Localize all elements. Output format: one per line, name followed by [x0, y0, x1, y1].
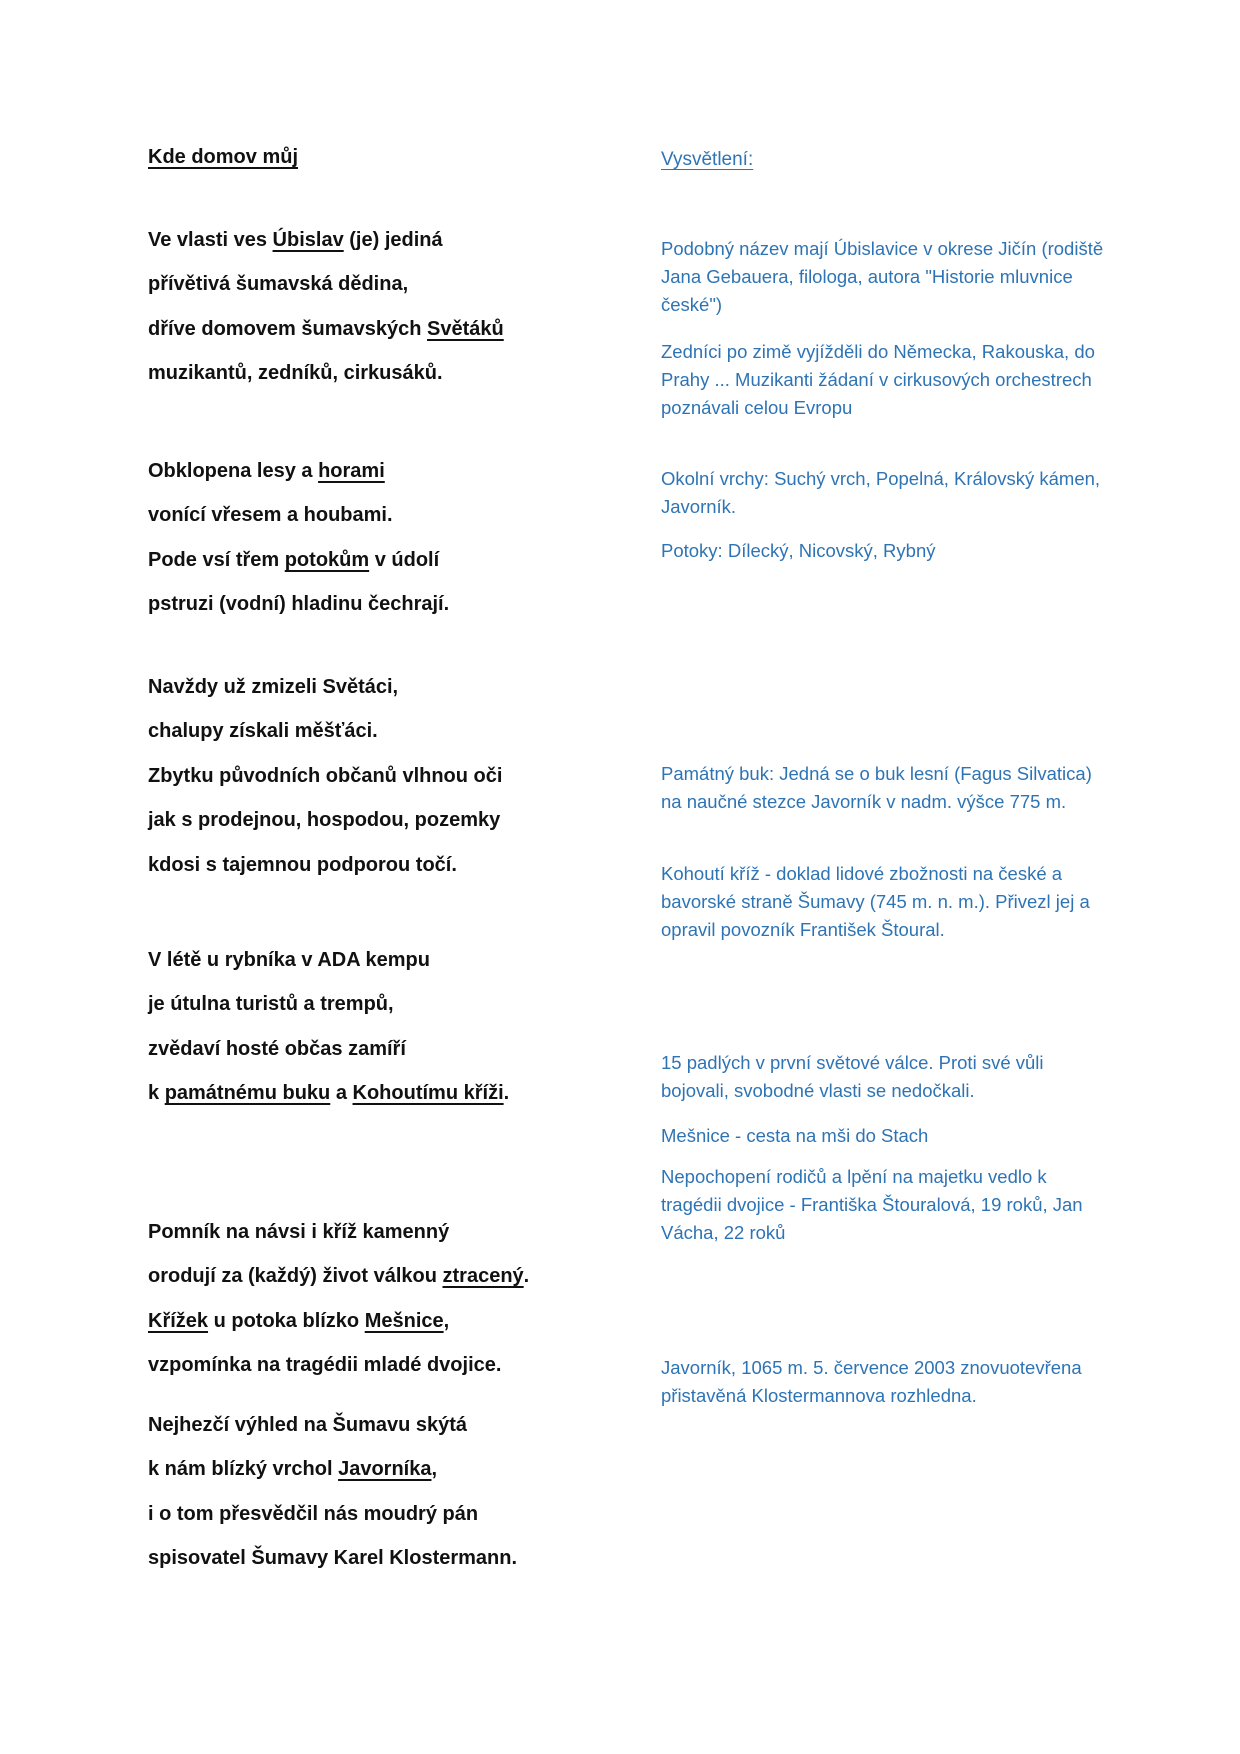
poem-line: Nejhezčí výhled na Šumavu skýtá [148, 1414, 468, 1436]
poem-line: Obklopena lesy a horami [148, 460, 385, 482]
poem-line: Pomník na návsi i kříž kamenný [148, 1221, 450, 1243]
poem-line: chalupy získali měšťáci. [148, 720, 378, 743]
poem-line: V létě u rybníka v ADA kempu [148, 949, 430, 971]
poem-line: přívětivá šumavská dědina, [148, 273, 409, 296]
poem-line: vzpomínka na tragédii mladé dvojice. [148, 1354, 502, 1377]
glossed-term: Javorníka [338, 1458, 432, 1481]
poem-line: je útulna turistů a trempů, [148, 993, 394, 1016]
notes-title: Vysvětlení: [661, 149, 754, 170]
explanation-note: 15 padlých v první světové válce. Proti své vůli bojovali, svobodné vlasti se nedočkali. [661, 1052, 1044, 1101]
explanation-note: Kohoutí kříž - doklad lidové zbožnosti na české a bavorské straně Šumavy (745 m. n. m.). Přivezl jej a opravil povozník František Štoural. [661, 863, 1090, 940]
poem-line: spisovatel Šumavy Karel Klostermann. [148, 1547, 518, 1570]
glossed-term: Kohoutímu kříži [352, 1082, 504, 1105]
glossed-term: ztracený [442, 1265, 524, 1288]
glossed-term: památnému buku [164, 1082, 331, 1105]
poem-line: muzikantů, zedníků, cirkusáků. [148, 362, 443, 385]
glossed-term: Úbislav [272, 229, 344, 251]
poem-line: k nám blízký vrchol Javorníka, [148, 1458, 438, 1481]
explanation-note: Nepochopení rodičů a lpění na majetku vedlo k tragédii dvojice - Františka Štouralová, 19 roků, Jan Vácha, 22 roků [661, 1166, 1083, 1243]
poem-line: Zbytku původních občanů vlhnou oči [148, 764, 503, 787]
poem-line: Křížek u potoka blízko Mešnice, [148, 1309, 450, 1332]
poem-line: zvědaví hosté občas zamíří [148, 1037, 406, 1060]
glossed-term: Světáků [427, 317, 504, 340]
explanation-note: Javorník, 1065 m. 5. července 2003 znovuotevřena přistavěná Klostermannova rozhledna. [661, 1357, 1082, 1406]
poem-line: Pode vsí třem potokům v údolí [148, 548, 440, 571]
poem-line: vonící vřesem a houbami. [148, 504, 393, 527]
poem-title: Kde domov můj [148, 146, 299, 168]
explanation-note: Potoky: Dílecký, Nicovský, Rybný [661, 540, 936, 561]
explanation-note: Podobný název mají Úbislavice v okrese Jičín (rodiště Jana Gebauera, filologa, autora "Historie mluvnice české") [661, 238, 1104, 315]
poem-line: i o tom přesvědčil nás moudrý pán [148, 1502, 479, 1525]
explanation-note: Zedníci po zimě vyjížděli do Německa, Rakouska, do Prahy ... Muzikanti žádaní v cirkusových orchestrech poznávali celou Evropu [661, 341, 1095, 418]
poem-line: k památnému buku a Kohoutímu kříži. [148, 1082, 510, 1105]
poem-line: dříve domovem šumavských Světáků [148, 317, 504, 340]
glossed-term: potokům [284, 548, 370, 571]
explanation-note: Mešnice - cesta na mši do Stach [661, 1125, 929, 1146]
glossed-term: horami [318, 460, 385, 482]
glossed-term: Mešnice [364, 1309, 444, 1332]
poem-line: Navždy už zmizeli Světáci, [148, 676, 399, 698]
glossed-term: Křížek [148, 1309, 209, 1332]
poem-line: jak s prodejnou, hospodou, pozemky [148, 809, 501, 832]
explanation-note: Okolní vrchy: Suchý vrch, Popelná, Královský kámen, Javorník. [661, 468, 1101, 517]
poem-line: Ve vlasti ves Úbislav (je) jediná [148, 229, 443, 251]
poem-line: orodují za (každý) život válkou ztracený. [148, 1265, 530, 1288]
poem-line: kdosi s tajemnou podporou točí. [148, 853, 457, 876]
poem-line: pstruzi (vodní) hladinu čechrají. [148, 593, 450, 616]
explanation-note: Památný buk: Jedná se o buk lesní (Fagus Silvatica) na naučné stezce Javorník v nadm. výšce 775 m. [661, 763, 1092, 812]
